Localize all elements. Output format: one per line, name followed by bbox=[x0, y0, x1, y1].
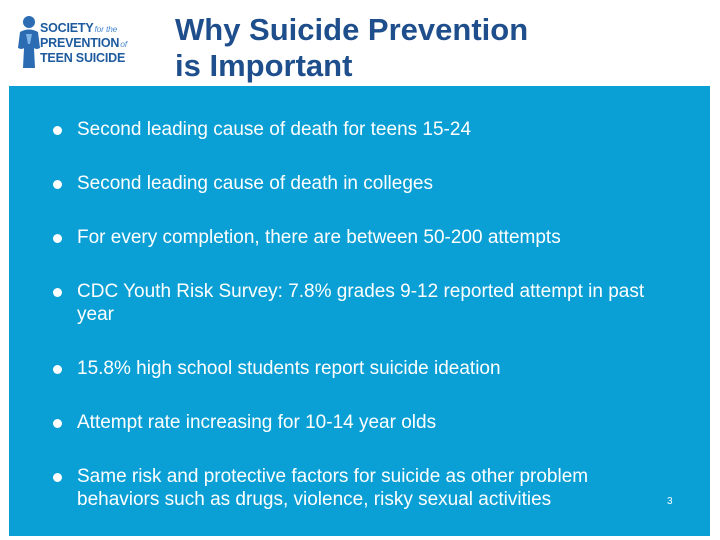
bullet-text: 15.8% high school students report suicide ideation bbox=[77, 358, 501, 379]
bullet-item bbox=[51, 280, 671, 326]
title-line-1: Why Suicide Prevention bbox=[175, 12, 529, 47]
bullet-item bbox=[51, 411, 671, 434]
bullet-text: For every completion, there are between 50-200 attempts bbox=[77, 227, 561, 248]
bullet-text: Same risk and protective factors for suicide as other problem behaviors such as drugs, violence, risky sexual activities bbox=[77, 466, 589, 510]
slide-title bbox=[175, 12, 595, 84]
bullet-item bbox=[51, 172, 671, 195]
logo-line-2-small: of bbox=[120, 39, 127, 49]
logo-line-1: SOCIETY bbox=[40, 21, 94, 35]
content-panel bbox=[9, 86, 710, 536]
bullet-item bbox=[51, 118, 671, 141]
bullet-dot-icon bbox=[53, 234, 62, 243]
logo-line-1-small: for the bbox=[94, 24, 118, 34]
bullet-item bbox=[51, 465, 671, 511]
logo-line-3: TEEN SUICIDE bbox=[40, 51, 126, 65]
bullet-text: CDC Youth Risk Survey: 7.8% grades 9-12 reported attempt in past year bbox=[77, 281, 645, 325]
title-line-2: is Important bbox=[175, 48, 353, 83]
slide-header bbox=[0, 0, 720, 86]
bullet-dot-icon bbox=[53, 365, 62, 374]
page-number: 3 bbox=[667, 496, 673, 507]
bullet-text: Second leading cause of death for teens 15-24 bbox=[77, 119, 472, 140]
bullet-item bbox=[51, 226, 671, 249]
logo-text bbox=[40, 21, 127, 65]
logo-line-2: PREVENTION bbox=[40, 36, 120, 50]
bullet-list bbox=[51, 118, 671, 511]
bullet-item bbox=[51, 357, 671, 380]
society-logo bbox=[10, 10, 160, 72]
bullet-dot-icon bbox=[53, 180, 62, 189]
bullet-dot-icon bbox=[53, 126, 62, 135]
bullet-dot-icon bbox=[53, 288, 62, 297]
bullet-text: Second leading cause of death in colleges bbox=[77, 173, 433, 194]
bullet-dot-icon bbox=[53, 419, 62, 428]
bullet-text: Attempt rate increasing for 10-14 year olds bbox=[77, 412, 437, 433]
bullet-dot-icon bbox=[53, 473, 62, 482]
